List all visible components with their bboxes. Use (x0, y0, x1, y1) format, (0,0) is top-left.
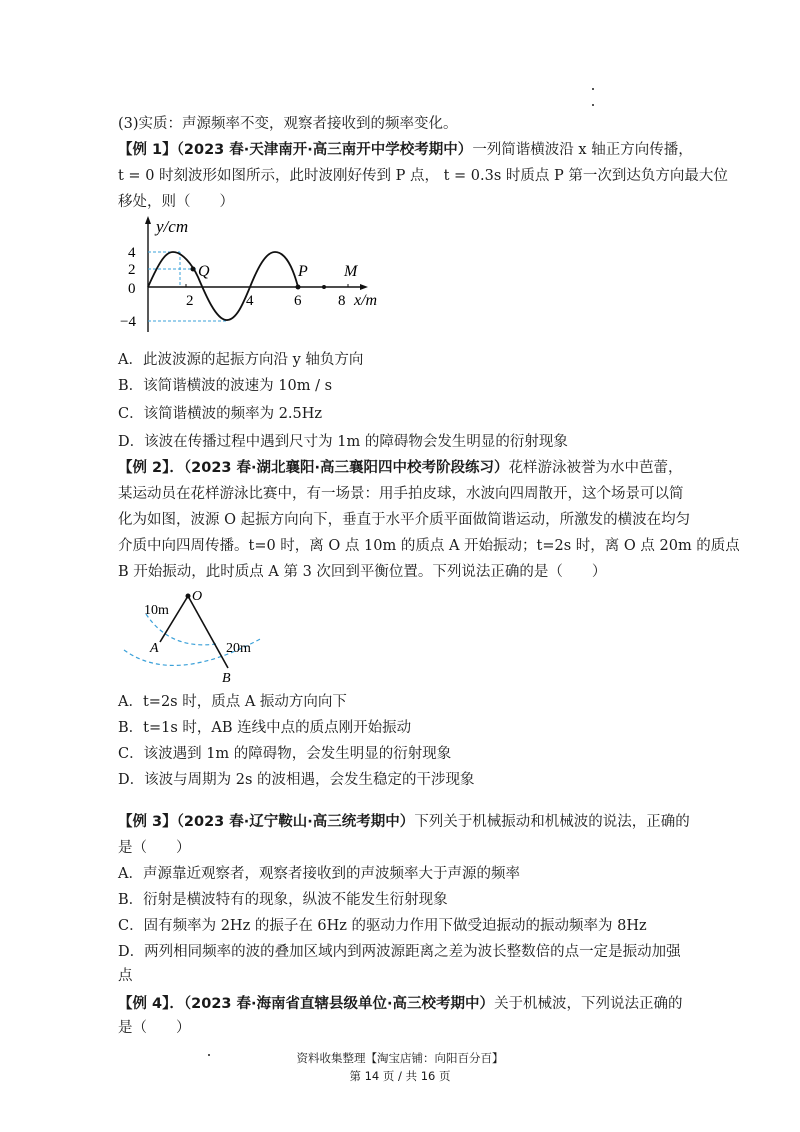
example-4-header (118, 994, 683, 1014)
corner-dot (592, 104, 594, 106)
wave-curve (148, 252, 298, 320)
example-2-stem: 介质中向四周传播。t=0 时，离 O 点 10m 的质点 A 开始振动；t=2s 时，离 O 点 20m 的质点 (118, 538, 740, 554)
example-2-stem: 花样游泳被誉为水中芭蕾， (508, 460, 683, 476)
example-2-option-a: A．t=2s 时，质点 A 振动方向向下 (118, 694, 347, 710)
ripple-figure (118, 588, 278, 688)
x-tick-label: 8 (338, 293, 346, 309)
example-2-stem: B 开始振动，此时质点 A 第 3 次回到平衡位置。下列说法正确的是（ ） (118, 564, 607, 580)
label-10m: 10m (144, 603, 169, 618)
example-3-option-d-cont: 点 (118, 968, 133, 984)
source-o-dot (186, 594, 191, 599)
example-3-stem: 是（ ） (118, 840, 191, 856)
example-1-tag: 【例 1】 (118, 142, 177, 158)
example-1-header (118, 140, 693, 160)
example-1-stem: 移处，则（ ） (118, 194, 234, 210)
point-p-dot (296, 285, 301, 290)
y-tick-label: 0 (128, 281, 136, 297)
x-tick-label: 4 (246, 293, 254, 309)
example-4-stem: 关于机械波，下列说法正确的 (494, 996, 683, 1012)
example-3-header (118, 812, 690, 832)
example-2-stem: 某运动员在花样游泳比赛中，有一场景：用手拍皮球，水波向四周散开，这个场景可以简 (118, 486, 684, 502)
example-2-option-b: B．t=1s 时，AB 连线中点的质点刚开始振动 (118, 720, 412, 736)
wave-figure (118, 212, 398, 336)
example-4-source: （2023 春·海南省直辖县级单位·高三校考期中） (183, 996, 495, 1012)
example-2-header (118, 458, 683, 478)
example-3-stem: 下列关于机械振动和机械波的说法，正确的 (414, 814, 690, 830)
x-tick-label: 2 (186, 293, 194, 309)
example-1-option-b: B．该简谐横波的波速为 10m / s (118, 378, 333, 394)
example-3-option-b: B．衍射是横波特有的现象，纵波不能发生衍射现象 (118, 892, 448, 908)
x-axis-arrow (360, 284, 368, 290)
label-20m: 20m (226, 641, 251, 656)
y-axis-arrow (145, 216, 151, 224)
footer-source: 资料收集整理【淘宝店铺：向阳百分百】 (296, 1051, 504, 1065)
label-o: O (192, 589, 203, 604)
example-1-option-c: C．该简谐横波的频率为 2.5Hz (118, 406, 323, 422)
example-3-tag: 【例 3】 (118, 814, 177, 830)
x-axis-label: x/m (354, 292, 378, 309)
example-1-option-d: D．该波在传播过程中遇到尺寸为 1m 的障碍物会发生明显的衍射现象 (118, 434, 568, 450)
example-4-tag: 【例 4】． (118, 996, 184, 1012)
example-3-source: （2023 春·辽宁鞍山·高三统考期中） (176, 814, 415, 830)
intro-line: (3)实质：声源频率不变，观察者接收到的频率变化。 (118, 116, 458, 132)
example-2-option-d: D．该波与周期为 2s 的波相遇，会发生稳定的干涉现象 (118, 772, 475, 788)
example-1-source: （2023 春·天津南开·高三南开中学校考期中） (176, 142, 473, 158)
point-q-dot (191, 267, 196, 272)
example-2-tag: 【例 2】． (118, 460, 184, 476)
y-tick-label: −4 (120, 314, 136, 330)
label-b: B (222, 671, 231, 686)
segment-ob (188, 596, 228, 668)
y-axis-label: y/cm (156, 217, 189, 236)
example-4-stem: 是（ ） (118, 1020, 191, 1036)
page-number: 第 14 页 / 共 16 页 (349, 1069, 451, 1083)
label-a: A (150, 641, 159, 656)
example-3-option-a: A．声源靠近观察者，观察者接收到的声波频率大于声源的频率 (118, 866, 520, 882)
example-2-stem: 化为如图，波源 O 起振方向向下，垂直于水平介质平面做简谐运动，所激发的横波在均匀 (118, 512, 691, 528)
y-tick-label: 2 (128, 262, 136, 278)
example-3-option-d: D．两列相同频率的波的叠加区域内到两波源距离之差为波长整数倍的点一定是振动加强 (118, 944, 681, 960)
example-1-stem: t = 0 时刻波形如图所示，此时波刚好传到 P 点， t = 0.3s 时质点 P 第一次到达负方向最大位 (118, 168, 728, 184)
example-1-stem: 一列简谐横波沿 x 轴正方向传播， (472, 142, 693, 158)
y-tick-label: 4 (128, 245, 136, 261)
corner-dot (592, 88, 594, 90)
point-p-label: P (298, 263, 308, 280)
example-2-source: （2023 春·湖北襄阳·高三襄阳四中校考阶段练习） (183, 460, 509, 476)
example-2-option-c: C．该波遇到 1m 的障碍物，会发生明显的衍射现象 (118, 746, 452, 762)
example-3-option-c: C．固有频率为 2Hz 的振子在 6Hz 的驱动力作用下做受迫振动的振动频率为 8Hz (118, 918, 647, 934)
point-m-label: M (344, 263, 358, 280)
point-q-label: Q (198, 263, 210, 280)
x-tick-label: 6 (294, 293, 302, 309)
example-1-option-a: A．此波波源的起振方向沿 y 轴负方向 (118, 352, 364, 368)
point-m-dot (322, 285, 326, 289)
